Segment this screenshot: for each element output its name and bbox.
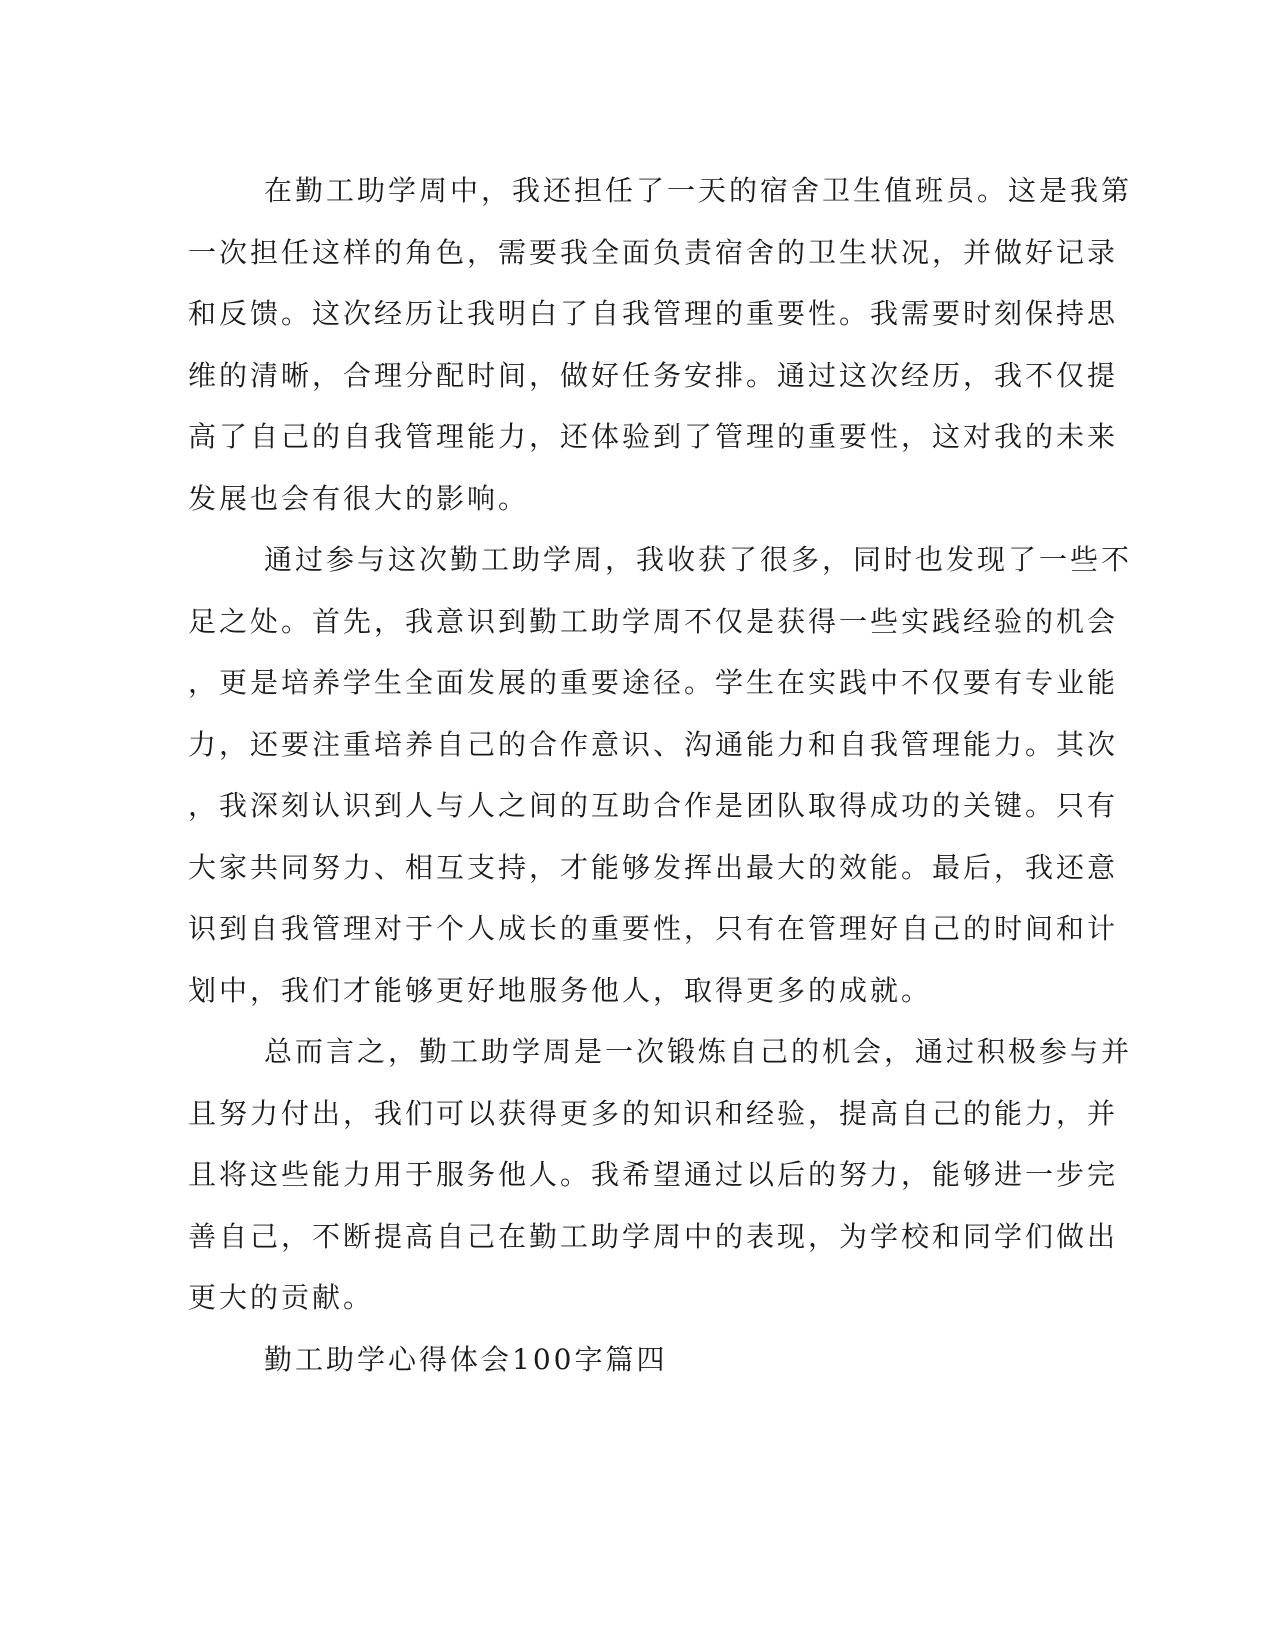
text-line: 总而言之，勤工助学周是一次锻炼自己的机会，通过积极参与并	[264, 1035, 1133, 1068]
text-line: 通过参与这次勤工助学周，我收获了很多，同时也发现了一些不	[264, 543, 1133, 576]
text-line: 善自己，不断提高自己在勤工助学周中的表现，为学校和同学们做出	[188, 1219, 1119, 1253]
text-line: 且努力付出，我们可以获得更多的知识和经验，提高自己的能力，并	[188, 1096, 1119, 1130]
text-line: 更大的贡献。	[188, 1281, 375, 1314]
text-line: 力，还要注重培养自己的合作意识、沟通能力和自我管理能力。其次	[188, 727, 1119, 761]
text-line: 在勤工助学周中，我还担任了一天的宿舍卫生值班员。这是我第	[264, 174, 1133, 207]
section-title: 勤工助学心得体会100字篇四	[264, 1342, 668, 1376]
paragraph-dormitory-duty	[188, 160, 1133, 529]
text-line: 和反馈。这次经历让我明白了自我管理的重要性。我需要时刻保持思	[188, 297, 1119, 330]
text-line: 发展也会有很大的影响。	[188, 481, 530, 515]
section-heading	[188, 1329, 1068, 1391]
paragraph-conclusion	[188, 1021, 1133, 1329]
text-line: 大家共同努力、相互支持，才能够发挥出最大的效能。最后，我还意	[188, 850, 1119, 884]
text-line: 划中，我们才能够更好地服务他人，取得更多的成就。	[188, 973, 933, 1007]
text-line: 高了自己的自我管理能力，还体验到了管理的重要性，这对我的未来	[188, 420, 1119, 453]
text-line: 且将这些能力用于服务他人。我希望通过以后的努力，能够进一步完	[188, 1158, 1119, 1191]
text-line: ，我深刻认识到人与人之间的互助合作是团队取得成功的关键。只有	[188, 789, 1119, 822]
text-line: 一次担任这样的角色，需要我全面负责宿舍的卫生状况，并做好记录	[188, 235, 1119, 269]
text-line: 维的清晰，合理分配时间，做好任务安排。通过这次经历，我不仅提	[188, 358, 1119, 392]
paragraph-reflection	[188, 529, 1133, 1021]
document-body	[188, 160, 1133, 1390]
text-line: 识到自我管理对于个人成长的重要性，只有在管理好自己的时间和计	[188, 912, 1119, 945]
text-line: 足之处。首先，我意识到勤工助学周不仅是获得一些实践经验的机会	[188, 604, 1119, 638]
text-line: ，更是培养学生全面发展的重要途径。学生在实践中不仅要有专业能	[188, 666, 1119, 699]
